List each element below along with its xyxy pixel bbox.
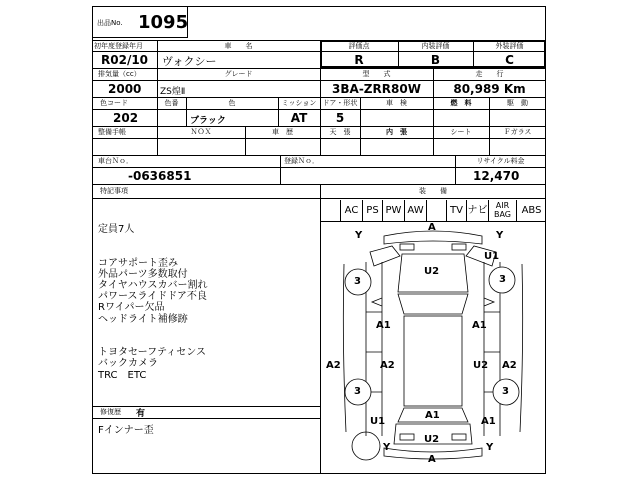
interior-label: 内装評価: [421, 42, 450, 50]
chassis-value: -0636851: [128, 169, 192, 183]
cc-label: 排気量（cc）: [98, 70, 141, 78]
equip-tv: TV: [446, 200, 466, 221]
grade-label: グレード: [224, 70, 253, 78]
roof: [404, 316, 462, 406]
km-value: 80,989 Km: [453, 82, 526, 96]
mark-a2-right: A2: [502, 360, 517, 371]
mark-bottom-u2: U2: [424, 434, 440, 445]
mark-tire-rl: 3: [354, 386, 361, 397]
fuel-label: 燃 料: [450, 99, 472, 107]
lining-label: 内 張: [386, 128, 407, 136]
mark-a2-left-edge: A2: [326, 360, 341, 371]
equip-navi: ナビ: [466, 200, 488, 221]
exterior-label: 外装評価: [495, 42, 524, 50]
note-line: Rワイパー欠品: [98, 302, 165, 314]
color-code-value: 202: [113, 111, 139, 125]
drive-label: 駆 動: [507, 99, 528, 107]
history-label: 車 歴: [272, 128, 293, 136]
recycle-label: リサイクル料金: [476, 157, 525, 165]
mission-label: ミッション: [281, 99, 317, 107]
inspection-label: 車 検: [386, 99, 407, 107]
seat-label: シート: [450, 128, 472, 136]
right-outline: [520, 264, 523, 432]
note-line: トヨタセーフティセンス: [98, 347, 206, 359]
doors-label: ドア・形状: [322, 99, 358, 107]
equipment-label: 装 備: [419, 187, 447, 195]
mark-rear-a: A: [428, 454, 436, 465]
score-label: 評価点: [348, 42, 370, 50]
year-label: 初年度登録年月: [94, 42, 143, 50]
mark-front-left-y: Y: [355, 230, 363, 241]
note-line: TRC ETC: [98, 369, 147, 381]
note-line: 定員7人: [98, 224, 135, 235]
mark-bottom-left-u1: U1: [370, 416, 386, 427]
mirror-right: [484, 298, 494, 306]
mission-value: AT: [290, 111, 308, 125]
spare-tire: [352, 432, 380, 460]
chassis-label: 車台Ｎｏ．: [98, 157, 133, 165]
headlight-left: [400, 244, 414, 250]
note-line: パワースライドドア不良: [98, 291, 207, 303]
model-value: 3BA-ZRR80W: [332, 82, 421, 96]
model-label: 型 式: [362, 70, 391, 78]
mirror-left: [372, 298, 382, 306]
mark-hood-u2: U2: [424, 266, 440, 277]
color-num-label: 色番: [164, 99, 179, 107]
taillight-left: [400, 434, 414, 440]
mark-tire-fl: 3: [354, 276, 361, 287]
manual-label: 整備手帳: [98, 128, 126, 136]
left-outline: [343, 264, 346, 432]
mark-a1-left-front: A1: [376, 320, 391, 331]
color-value: ブラック: [190, 116, 226, 126]
name-value: ヴォクシー: [162, 55, 217, 68]
interior-value: B: [430, 53, 441, 67]
mark-bottom-center-a1: A1: [425, 410, 440, 421]
glass-label: Ｆガラス: [503, 128, 532, 136]
note-line: [98, 336, 316, 347]
equip-abs: ABS: [516, 200, 546, 221]
equip-airbag: AIR BAG: [488, 200, 516, 221]
repair-label: 修復歴: [100, 408, 121, 416]
mark-rear-right-y: Y: [486, 442, 494, 453]
roof-label: 天 張: [329, 128, 351, 136]
mark-top-right-u1: U1: [484, 251, 500, 262]
km-label: 走 行: [475, 70, 504, 78]
notes-label: 特記事項: [100, 187, 128, 195]
repair-value: 有: [136, 409, 146, 419]
mark-front-a: A: [428, 222, 436, 233]
color-code-label: 色コード: [100, 99, 128, 107]
grade-value: ZS煌Ⅱ: [160, 87, 186, 97]
color-label: 色: [228, 99, 236, 107]
repair-notes: [98, 421, 154, 436]
name-label: 車 名: [224, 42, 253, 50]
note-line: バックカメラ: [98, 358, 158, 370]
recycle-value: 12,470: [473, 169, 520, 183]
note-line: タイヤハウスカバー割れ: [98, 280, 208, 292]
notes-list: [98, 224, 316, 381]
reg-label: 登録Ｎｏ．: [284, 157, 319, 165]
front-left-fender: [370, 246, 400, 266]
windshield: [398, 294, 468, 314]
note-line: [98, 325, 316, 336]
mark-bottom-right-a1: A1: [481, 416, 496, 427]
mark-front-right-y: Y: [496, 230, 504, 241]
mark-a2-left: A2: [380, 360, 395, 371]
nox-label: ＮＯＸ: [190, 128, 212, 136]
cc-value: 2000: [108, 82, 142, 96]
equip-aw: AW: [404, 200, 426, 221]
score-value: R: [354, 53, 364, 67]
mark-a1-right-front: A1: [472, 320, 487, 331]
note-line: [98, 235, 316, 246]
note-line: コアサポート歪み: [98, 257, 178, 269]
equip-blank: [426, 200, 446, 221]
exterior-value: C: [505, 53, 514, 67]
repair-note-line: Fインナー歪: [98, 425, 154, 436]
equip-pw: PW: [382, 200, 404, 221]
equip-ac: AC: [340, 200, 362, 221]
headlight-right: [452, 244, 466, 250]
mark-tire-rr: 3: [502, 386, 509, 397]
year-value: R02/10: [101, 53, 149, 67]
mark-rear-left-y: Y: [383, 442, 391, 453]
mark-tire-fr: 3: [499, 274, 506, 285]
mark-u2-right: U2: [473, 360, 489, 371]
lot-number: 1095: [138, 12, 189, 33]
equip-ps: PS: [362, 200, 382, 221]
note-line: [98, 246, 316, 257]
lot-label: 出品No.: [97, 19, 123, 27]
doors-value: 5: [335, 111, 345, 125]
note-line: ヘッドライト補修跡: [98, 313, 188, 325]
lot-box: [92, 6, 188, 38]
taillight-right: [452, 434, 466, 440]
note-line: 外品パーツ多数取付: [98, 268, 188, 280]
